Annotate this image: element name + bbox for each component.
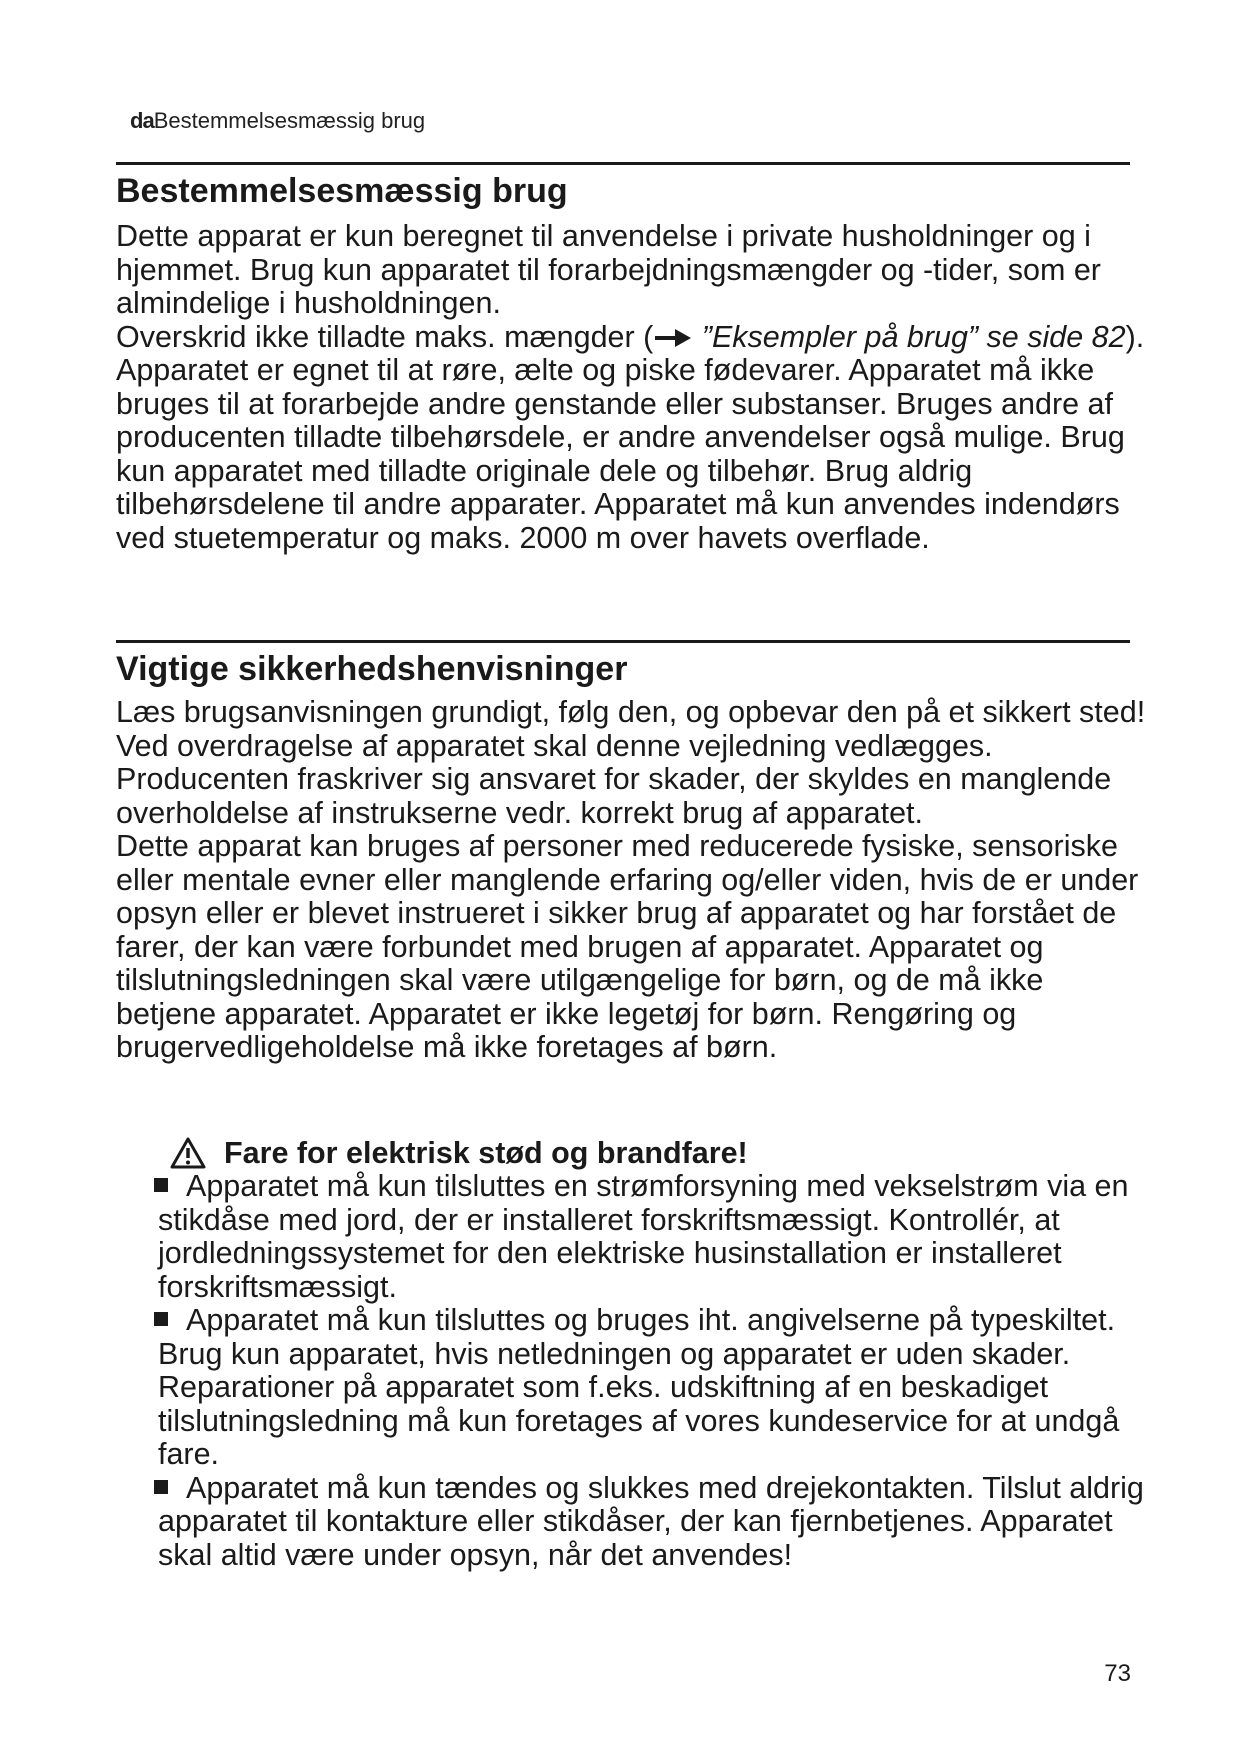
running-header-title: Bestemmelsesmæssig brug — [153, 108, 426, 133]
list-item — [148, 1472, 1148, 1573]
paragraph: Læs brugsanvisningen grundigt, følg den, og opbevar den på et sikkert sted! Ved overdragelse af apparatet skal denne vejledning vedlægges. Producenten fraskriver sig ansvaret for skader, der skyldes en manglende overholdelse af instrukserne vedr. korrekt brug af apparatet. — [116, 695, 1146, 830]
square-bullet-icon — [154, 1480, 168, 1494]
cross-reference-link[interactable]: ”Eksempler på brug” se side 82 — [701, 319, 1126, 354]
language-code: da — [130, 108, 154, 133]
page-number: 73 — [1104, 1660, 1131, 1687]
warning-heading — [170, 1136, 748, 1170]
list-item-text: Apparatet må kun tændes og slukkes med drejekontakten. Tilslut aldrig apparatet til kontakture eller stikdåser, der kan fjernbetjenes. Apparatet skal altid være under opsyn, når det anvendes! — [158, 1470, 1144, 1572]
section-safety-body — [116, 696, 1146, 1065]
section-title-intended-use: Bestemmelsesmæssig brug — [116, 172, 568, 210]
warning-triangle-icon — [170, 1137, 206, 1169]
section-divider — [116, 162, 1130, 165]
warning-list — [148, 1170, 1148, 1572]
paragraph-text: Overskrid ikke tilladte maks. mængder ( — [116, 319, 654, 354]
arrow-right-icon — [653, 327, 693, 349]
warning-title: Fare for elektrisk stød og brandfare! — [224, 1136, 748, 1170]
list-item — [148, 1304, 1148, 1472]
running-header — [130, 108, 425, 134]
list-item-text: Apparatet må kun tilsluttes og bruges iht. angivelserne på typeskiltet. Brug kun apparatet, hvis netledningen og apparatet er uden skader. Reparationer på apparatet som f.eks. udskiftning af en beskadiget tilslutningsledning må kun foretages af vores kundeservice for at undgå fare. — [158, 1303, 1120, 1471]
paragraph-text: ). — [1125, 319, 1145, 354]
list-item-text: Apparatet må kun tilsluttes en strømforsyning med vekselstrøm via en stikdåse med jord, der er installeret forskriftsmæssigt. Kontrollér, at jordledningssystemet for den elektriske husinstallation er installeret forskriftsmæssigt. — [158, 1169, 1129, 1304]
section-title-safety: Vigtige sikkerhedshenvisninger — [116, 650, 628, 688]
paragraph: Dette apparat kan bruges af personer med reducerede fysiske, sensoriske eller mentale evner eller manglende erfaring og/eller viden, hvis de er under opsyn eller er blevet instrueret i sikker brug af apparatet og har forstået de farer, der kan være forbundet med brugen af apparatet. Apparatet og tilslutningsledningen skal være utilgængelige for børn, og de må ikke betjene apparatet. Apparatet er ikke legetøj for børn. Rengøring og brugervedligeholdelse må ikke foretages af børn. — [116, 829, 1139, 1064]
section-divider — [116, 640, 1130, 643]
paragraph: Apparatet er egnet til at røre, ælte og piske fødevarer. Apparatet må ikke bruges til at forarbejde andre genstande eller substanser. Bruges andre af producenten tilladte tilbehørsdele, er andre anvendelser også mulige. Brug kun apparatet med tilladte originale dele og tilbehør. Brug aldrig tilbehørsdelene til andre apparater. Apparatet må kun anvendes indendørs ved stuetemperatur og maks. 2000 m over havets overflade. — [116, 353, 1125, 555]
list-item — [148, 1170, 1148, 1304]
section-intended-use-body — [116, 220, 1146, 555]
square-bullet-icon — [154, 1178, 168, 1192]
paragraph: Dette apparat er kun beregnet til anvendelse i private husholdninger og i hjemmet. Brug kun apparatet til forarbejdningsmængder og -tider, som er almindelige i husholdningen. — [116, 219, 1101, 320]
square-bullet-icon — [154, 1312, 168, 1326]
paragraph-with-reference — [116, 321, 1146, 355]
